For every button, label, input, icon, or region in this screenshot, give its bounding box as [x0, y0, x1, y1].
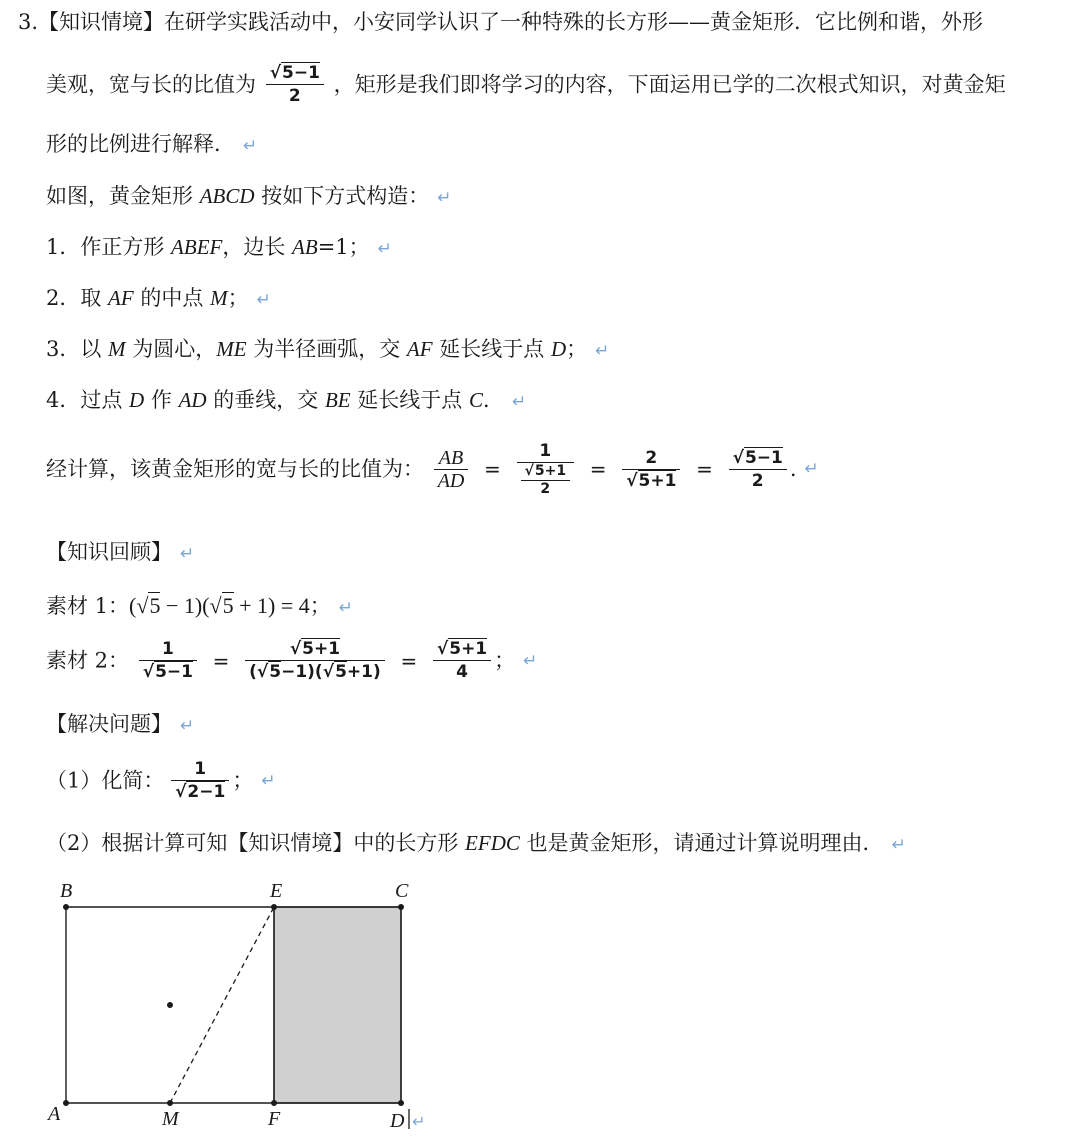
label-f: F	[268, 1108, 281, 1130]
material-2	[46, 638, 537, 683]
label-m: M	[162, 1108, 179, 1130]
step4-text-2: 作	[144, 388, 179, 412]
f3-num: 2	[622, 447, 680, 470]
sqrt-sign: √	[289, 639, 302, 659]
m2-fraction-1	[139, 638, 197, 683]
return-mark: ↵	[261, 770, 276, 791]
rect-efdc: EFDC	[465, 831, 520, 855]
step3-text-2: 为圆心，	[125, 337, 217, 361]
return-mark: ↵	[804, 459, 819, 479]
step-4	[46, 386, 526, 416]
equals-m2-2: =	[400, 648, 418, 673]
ratio-denominator: 2	[288, 86, 301, 106]
solve-heading-text: 【解决问题】	[46, 712, 172, 736]
step1-text-4: =1；	[317, 235, 370, 259]
review-heading-text: 【知识回顾】	[46, 540, 172, 564]
equals-m2-1: =	[212, 648, 230, 673]
equals-3: =	[696, 457, 713, 481]
intro-text-3: 形的比例进行解释．	[46, 132, 235, 156]
label-e: E	[270, 880, 283, 902]
equals-2: =	[589, 457, 607, 481]
q2-text-b: 也是黄金矩形，请通过计算说明理由．	[519, 831, 884, 855]
step3-text-0: 3．以	[46, 337, 109, 361]
calc-end: .	[789, 457, 797, 481]
golden-rectangle-figure	[40, 875, 480, 1135]
step-3	[46, 335, 609, 365]
step4-d: D	[129, 388, 145, 412]
step3-d: D	[550, 337, 567, 361]
return-mark: ↵	[595, 341, 610, 361]
lead-text-a: 如图，黄金矩形	[46, 184, 200, 208]
m1-end: ；	[309, 594, 331, 618]
f4-den: 2	[751, 470, 764, 491]
sqrt-sign: √	[524, 463, 534, 479]
label-a: A	[48, 1103, 61, 1125]
f1-den: AD	[437, 469, 465, 492]
rect-abcd: ABCD	[199, 184, 255, 208]
sqrt-sign: √	[175, 782, 187, 802]
material-1	[46, 592, 353, 622]
point-c	[398, 904, 404, 910]
step2-m: M	[210, 286, 228, 310]
step2-af: AF	[108, 286, 134, 310]
solve-heading	[46, 710, 194, 740]
f4-num: 5−1	[744, 447, 783, 468]
label-b: B	[60, 880, 73, 902]
step3-text-4: 为半径画弧，交	[246, 337, 407, 361]
step2-text-4: ；	[227, 286, 249, 310]
step1-abef: ABEF	[171, 235, 223, 259]
return-mark: ↵	[243, 136, 258, 156]
step4-text-0: 4．过点	[46, 388, 130, 412]
step1-text-2: ，边长	[222, 235, 293, 259]
sqrt-sign: √	[142, 662, 155, 682]
step2-text-2: 的中点	[133, 286, 211, 310]
fraction-result	[729, 447, 787, 492]
q1-den: 2−1	[187, 782, 226, 802]
m1-label: 素材 1：	[46, 594, 130, 618]
q1-fraction	[171, 758, 229, 803]
step3-m: M	[108, 337, 126, 361]
sqrt-sign: √	[732, 447, 744, 468]
nested-fraction	[521, 463, 571, 498]
calc-line	[46, 440, 819, 498]
calc-lead: 经计算，该黄金矩形的宽与长的比值为：	[46, 457, 424, 481]
fraction-ab-ad	[434, 447, 469, 492]
f1-num: AB	[434, 447, 469, 470]
q1-num: 1	[171, 758, 229, 781]
dashed-me	[170, 907, 274, 1103]
return-mark: ↵	[511, 392, 527, 412]
f2-den-den: 2	[540, 481, 551, 497]
point-b	[63, 904, 69, 910]
return-mark: ↵	[437, 188, 452, 208]
q1-end: ；	[232, 768, 254, 793]
question-1	[46, 758, 276, 803]
step3-af: AF	[406, 337, 433, 361]
m2-label: 素材 2：	[46, 648, 130, 673]
return-mark: ↵	[338, 598, 353, 618]
fraction-2-over	[622, 447, 680, 492]
m2-f1-num: 1	[139, 638, 197, 661]
m2-f1-den: 5−1	[155, 662, 193, 682]
sqrt-sign: √	[626, 470, 638, 491]
sqrt-sign: √	[436, 639, 449, 659]
return-mark: ↵	[891, 835, 906, 855]
step3-me: ME	[216, 337, 247, 361]
m2-f3-num: 5+1	[449, 639, 488, 659]
center-dot	[167, 1002, 173, 1008]
return-mark: ↵	[377, 239, 392, 259]
step1-text-0: 1．作正方形	[46, 235, 172, 259]
intro-text-2b: ，矩形是我们即将学习的内容，下面运用已学的二次根式知识，对黄金矩	[333, 72, 1006, 97]
label-c: C	[395, 880, 409, 902]
f2-num: 1	[517, 440, 575, 463]
m2-f3-den: 4	[456, 662, 468, 682]
intro-line-3	[46, 130, 257, 160]
step4-text-8: ．	[482, 388, 504, 412]
point-f	[271, 1100, 277, 1106]
step4-be: BE	[324, 388, 351, 412]
return-mark: ↵	[180, 716, 195, 736]
return-mark: ↵	[256, 290, 271, 310]
step4-text-4: 的垂线，交	[206, 388, 325, 412]
return-mark: ↵	[523, 650, 538, 671]
sqrt-sign: √	[269, 63, 282, 83]
step-2	[46, 284, 271, 314]
m2-f2-num: 5+1	[302, 639, 341, 659]
m2-f2-den: (√5−1)(√5+1)	[249, 662, 381, 682]
question-2	[46, 829, 906, 859]
m2-end: ；	[494, 648, 516, 673]
return-mark-figure: ↵	[412, 1112, 426, 1131]
point-a	[63, 1100, 69, 1106]
intro-line-2	[46, 62, 1006, 107]
equals-1: =	[484, 457, 501, 481]
m1-expression: (√5 − 1)(√5 + 1) = 4	[129, 593, 310, 618]
m2-fraction-3	[433, 638, 491, 683]
f2-den-num: 5+1	[534, 463, 567, 479]
step4-text-6: 延长线于点	[350, 388, 469, 412]
point-e	[271, 904, 277, 910]
q1-label: （1）化简：	[46, 768, 165, 793]
ratio-numerator: 5−1	[282, 63, 320, 83]
point-d	[398, 1100, 404, 1106]
fraction-1-over	[517, 440, 575, 498]
step3-text-8: ；	[566, 337, 588, 361]
m2-fraction-2	[245, 638, 385, 683]
step1-ab: AB	[292, 235, 318, 259]
q2-text-a: （2）根据计算可知【知识情境】中的长方形	[46, 831, 466, 855]
intro-line-1	[18, 8, 983, 36]
construction-lead	[46, 182, 451, 212]
point-m	[167, 1100, 173, 1106]
step4-ad: AD	[178, 388, 207, 412]
step3-text-6: 延长线于点	[432, 337, 551, 361]
problem-number: 3.	[18, 10, 39, 34]
review-heading	[46, 538, 194, 568]
step4-c: C	[468, 388, 483, 412]
lead-text-b: 按如下方式构造：	[254, 184, 430, 208]
f3-den: 5+1	[638, 470, 677, 491]
rect-efdc-shaded	[274, 907, 401, 1103]
step-1	[46, 233, 392, 263]
step2-text-0: 2．取	[46, 286, 109, 310]
intro-text-2a: 美观，宽与长的比值为	[46, 72, 256, 97]
golden-ratio-fraction	[266, 62, 324, 107]
intro-text-1: 在研学实践活动中，小安同学认识了一种特殊的长方形——黄金矩形．它比例和谐，外形	[164, 10, 984, 34]
return-mark: ↵	[180, 544, 195, 564]
knowledge-tag: 【知识情境】	[38, 10, 165, 34]
label-d: D	[390, 1110, 405, 1132]
